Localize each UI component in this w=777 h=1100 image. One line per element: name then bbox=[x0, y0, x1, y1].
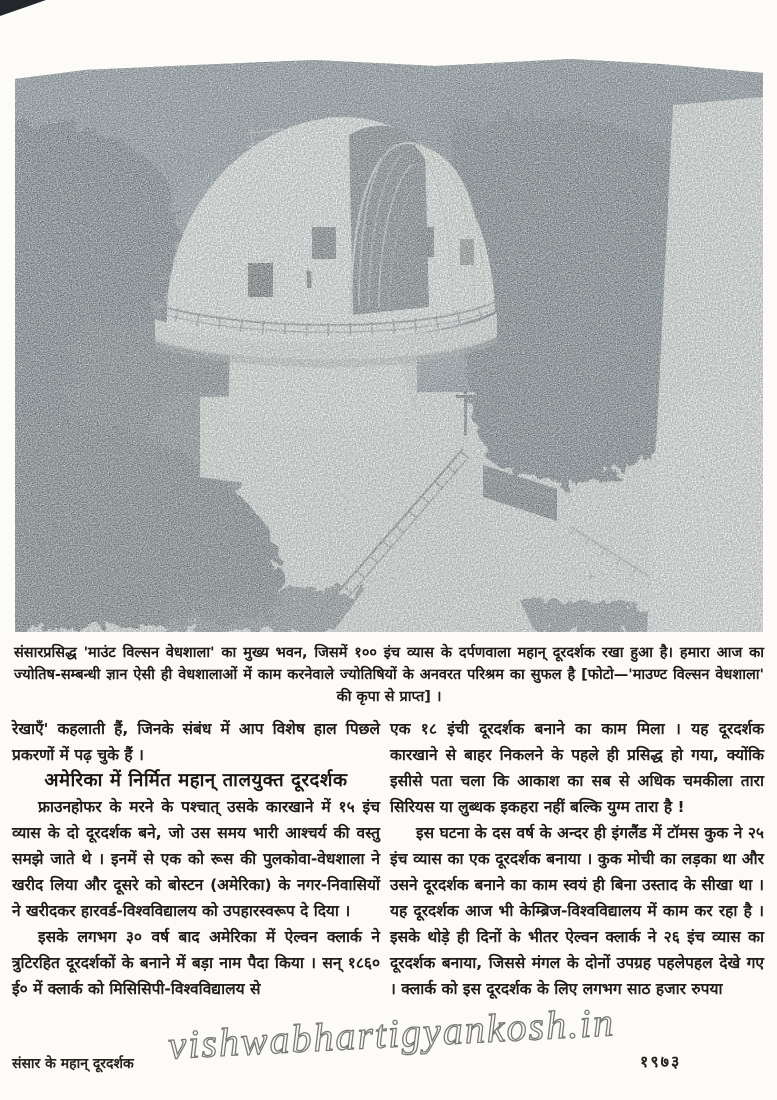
page-footer bbox=[12, 1050, 765, 1078]
site-watermark: vishwabhartigyankosh.in bbox=[167, 999, 617, 1068]
right-paragraph-2: इस घटना के दस वर्ष के अन्दर ही इंगलैंड में टॉमस कुक ने २५ इंच व्यास का एक दूरदर्शक बनाया । कुक मोची का लड़का था और उसने दूरदर्शक बनाने का काम स्वयं ही बिना उस्ताद के सीखा था । यह दूरदर्शक आज भी केम्ब्रिज-विश्वविद्यालय में काम कर रहा है । इसके थोड़े ही दिनों के भीतर ऐल्वन क्लार्क ने २६ इंच व्यास का दूरदर्शक बनाया, जिससे मंगल के दोनों उपग्रह पहलेपहल देखे गए । क्लार्क को इस दूरदर्शक के लिए लगभग साठ हजार रुपया bbox=[390, 824, 764, 998]
running-title: संसार के महान् दूरदर्शक bbox=[12, 1056, 134, 1072]
left-paragraph-3: इसके लगभग ३० वर्ष बाद अमेरिका में ऐल्वन क्लार्क ने त्रुटिरहित दूरदर्शकों के बनाने में बड़ा नाम पैदा किया । सन् १८६० ई० में क्लार्क को मिसिसिपी-विश्वविद्यालय से bbox=[12, 928, 380, 998]
scan-corner-artifact bbox=[0, 0, 46, 16]
left-paragraph-2: फ्राउनहोफर के मरने के पश्चात् उसके कारखाने में १५ इंच व्यास के दो दूरदर्शक बने, जो उस समय भारी आश्चर्य की वस्तु समझे जाते थे । इनमें से एक को रूस की पुलकोवा-वेधशाला ने खरीद लिया और दूसरे को बोस्टन (अमेरिका) के नगर-निवासियों ने खरीदकर हारवर्ड-विश्वविद्यालय को उपहारस्वरूप दे दिया । bbox=[12, 798, 380, 920]
observatory-photo bbox=[15, 57, 763, 632]
right-column bbox=[390, 716, 764, 1002]
left-column bbox=[12, 716, 380, 1002]
page-number: १९७३ bbox=[640, 1052, 682, 1071]
right-paragraph-1: एक १८ इंची दूरदर्शक बनाने का काम मिला । यह दूरदर्शक कारखाने से बाहर निकलने के पहले ही प्रसिद्ध हो गया, क्योंकि इसीसे पता चला कि आकाश का सब से अधिक चमकीला तारा सिरियस या लुब्धक इकहरा नहीं बल्कि युग्म तारा है ! bbox=[390, 720, 764, 816]
section-heading: अमेरिका में निर्मित महान् तालयुक्त दूरदर्शक bbox=[44, 770, 348, 791]
photo-caption: संसारप्रसिद्ध 'माउंट विल्सन वेधशाला' का मुख्य भवन, जिसमें १०० इंच व्यास के दर्पणवाला महान् दूरदर्शक रखा हुआ है। हमारा आज का ज्योतिष-सम्बन्धी ज्ञान ऐसी ही वेधशालाओं में काम करनेवाले ज्योतिषियों के अनवरत परिश्रम का सुफल है [फोटो—'माउण्ट विल्सन वेधशाला' की कृपा से प्राप्त] । bbox=[14, 645, 764, 705]
left-paragraph-continuation: रेखाएँ' कहलाती हैं, जिनके संबंध में आप विशेष हाल पिछले प्रकरणों में पढ़ चुके हैं । bbox=[12, 720, 380, 764]
grain-dark-speckle bbox=[15, 57, 763, 632]
observatory-photo-svg bbox=[15, 57, 763, 632]
